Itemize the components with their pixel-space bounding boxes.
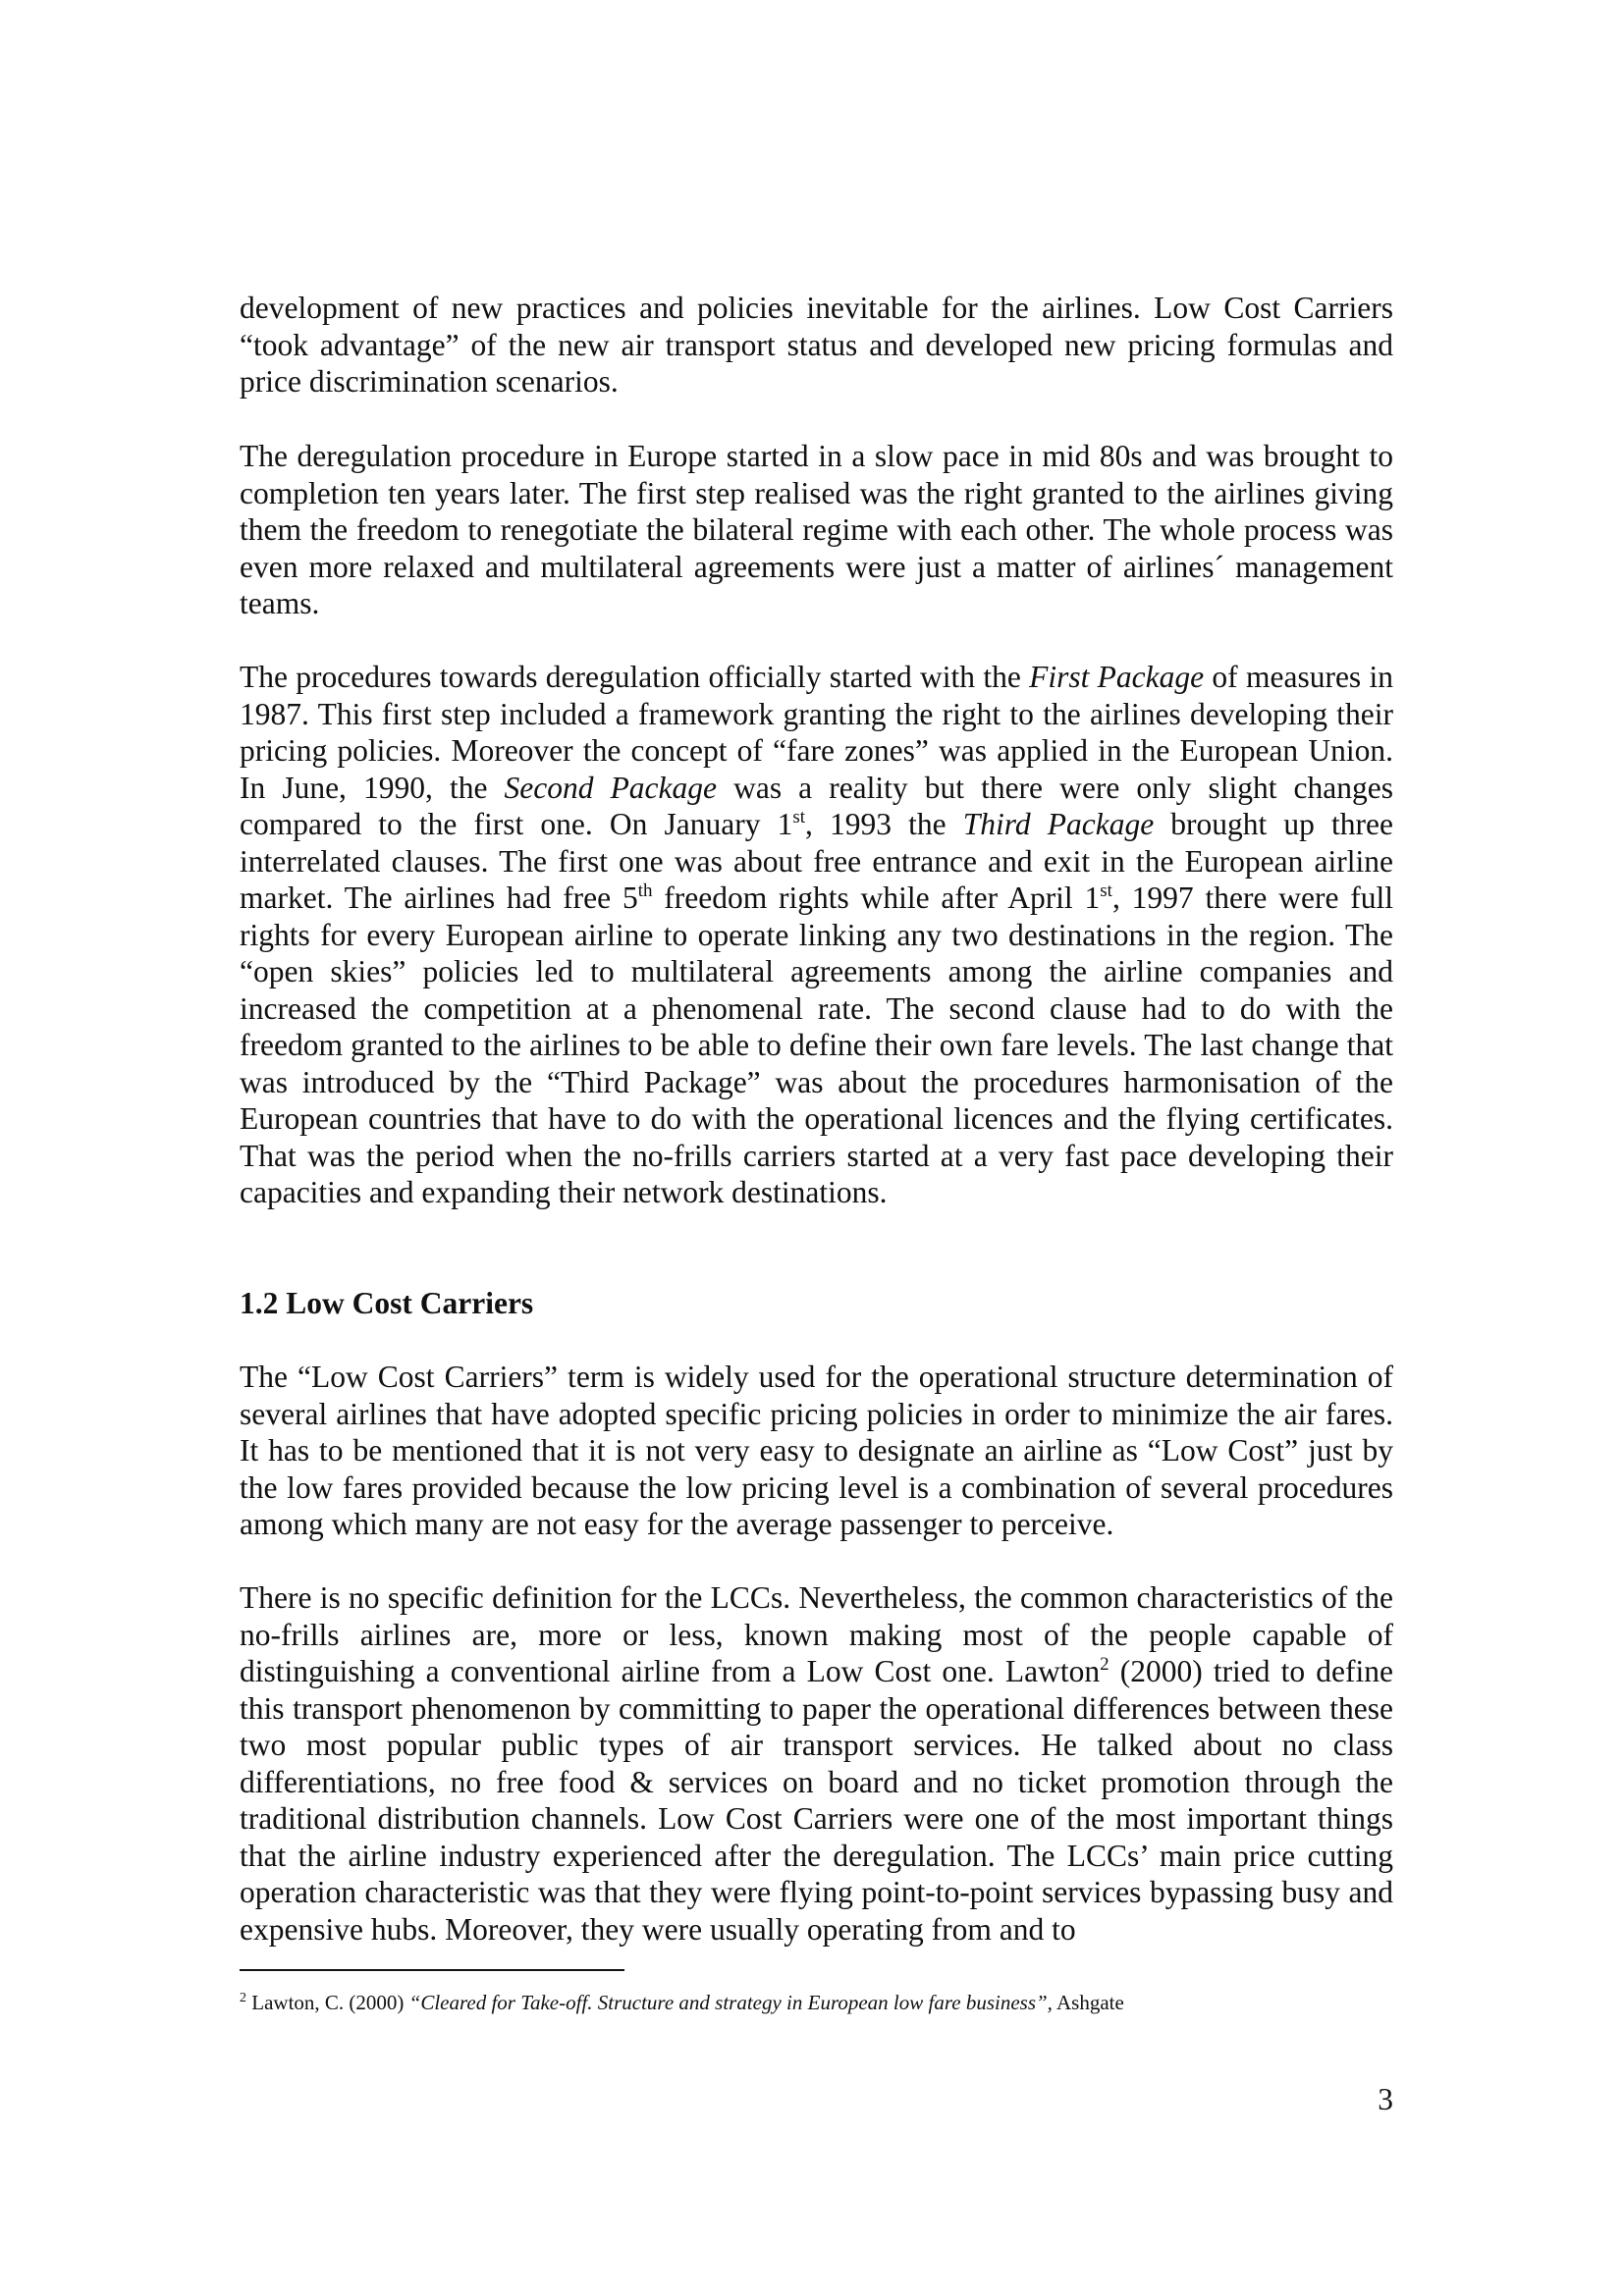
text-run: brought up three interrelated clauses. The first one was about free entrance and exit in the European airline market. The airlines had free 5 <box>240 807 1394 915</box>
footnote-author: Lawton, C. (2000) <box>246 1991 409 2014</box>
footnote-divider <box>240 1969 624 1971</box>
page-number: 3 <box>1378 2082 1393 2116</box>
text-run: There is no specific definition for the LCCs. Nevertheless, the common characteristics of the no-frills airlines are, more or less, known making most of the people capable of distinguishing a conventional airline from a Low Cost one. Lawton <box>240 1580 1393 1688</box>
text-run: of measures in 1987. This first step included a framework granting the right to the airlines developing their pricing policies. Moreover the concept of “fare zones” was applied in the European Union. In June, 1990, the <box>240 660 1393 805</box>
paragraph-lcc-term: The “Low Cost Carriers” term is widely used for the operational structure determination of several airlines that have adopted specific pricing policies in order to minimize the air fares. It has to be mentioned that it is not very easy to designate an airline as “Low Cost” just by the low fares provided because the low pricing level is a combination of several procedures among which many are not easy for the average passenger to perceive. <box>240 1360 1393 1541</box>
ordinal-superscript: st <box>792 807 806 828</box>
paragraph-intro: development of new practices and policies inevitable for the airlines. Low Cost Carriers “took advantage” of the new air transport status and developed new pricing formulas and price discrimination scenarios. <box>240 291 1393 399</box>
footnote-publisher: Ashgate <box>1052 1991 1124 2014</box>
footnote-title: “Cleared for Take-off. Structure and strategy in European low fare business”, <box>408 1991 1053 2014</box>
section-heading: 1.2 Low Cost Carriers <box>240 1286 534 1320</box>
footnote <box>240 1989 1393 2016</box>
emphasis-third-package: Third Package <box>962 807 1155 841</box>
text-run: The procedures towards deregulation officially started with the <box>240 660 1030 694</box>
paragraph-deregulation: The deregulation procedure in Europe started in a slow pace in mid 80s and was brought to completion ten years later. The first step realised was the right granted to the airlines giving them the freedom to renegotiate the bilateral regime with each other. The whole process was even more relaxed and multilateral agreements were just a matter of airlines´ management teams. <box>240 439 1393 620</box>
emphasis-second-package: Second Package <box>504 770 718 805</box>
footnote-reference[interactable]: 2 <box>1100 1654 1109 1675</box>
text-run: , 1997 there were full rights for every European airline to operate linking any two destinations in the region. The “open skies” policies led to multilateral agreements among the airline companies and increased the competition at a phenomenal rate. The second clause had to do with the freedom granted to the airlines to be able to define their own fare levels. The last change that was introduced by the “Third Package” was about the procedures harmonisation of the European countries that have to do with the operational licences and the flying certificates. That was the period when the no-frills carriers started at a very fast pace developing their capacities and expanding their network destinations. <box>240 881 1393 1209</box>
emphasis-first-package: First Package <box>1029 660 1205 694</box>
text-run: , 1993 the <box>805 807 963 841</box>
footnote-number: 2 <box>240 1991 246 2005</box>
text-run: was a reality but there were only slight changes compared to the first one. On January 1 <box>240 770 1393 841</box>
paragraph-lcc-definition <box>240 1579 1393 1948</box>
text-run: freedom rights while after April 1 <box>652 881 1101 915</box>
ordinal-superscript: st <box>1100 881 1112 901</box>
paragraph-packages <box>240 659 1393 1211</box>
text-run: (2000) tried to define this transport phenomenon by committing to paper the operational differences between these two most popular public types of air transport services. He talked about no class differentiations, no free food & services on board and no ticket promotion through the traditional distribution channels. Low Cost Carriers were one of the most important things that the airline industry experienced after the deregulation. The LCCs’ main price cutting operation characteristic was that they were flying point-to-point services bypassing busy and expensive hubs. Moreover, they were usually operating from and to <box>240 1654 1393 1947</box>
ordinal-superscript: th <box>637 881 653 901</box>
